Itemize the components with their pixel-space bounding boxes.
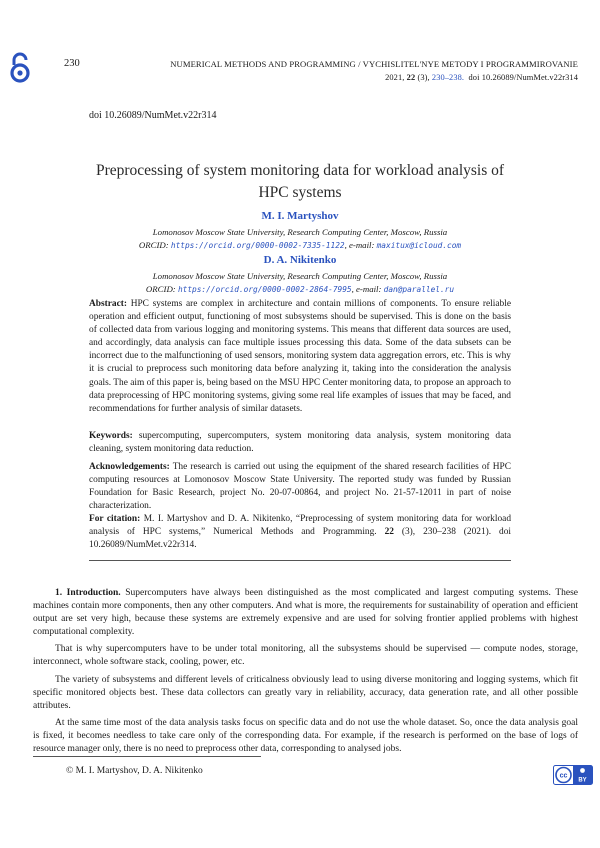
orcid-label-1: ORCID: bbox=[139, 240, 169, 250]
cc-mark: cc bbox=[560, 773, 568, 780]
intro-paragraph-1-text: Supercomputers have always been distinguished as the most complicated and largest computing systems. These machines contain more components, then any other computers. And what is more, the requirements for sustainability of operation and efficient output are set very high, because these systems are extremely expensive and are used for solving frontier applied problems with highest computational complexity. bbox=[33, 588, 578, 637]
citation-text-after: (3), 230–238 (2021). doi 10.26089/NumMet.v22r314. bbox=[89, 527, 511, 550]
citation-text-before: M. I. Martyshov and D. A. Nikitenko, “Preprocessing of system monitoring data for workload analysis of HPC systems,” Numerical Methods and Programming. bbox=[89, 514, 511, 537]
footnote-divider bbox=[33, 756, 261, 757]
intro-paragraph-2: That is why supercomputers have to be under total monitoring, all the subsystems should be supervised — compute nodes, storage, interconnect, whole software stack, cooling, power, etc. bbox=[33, 643, 578, 669]
email-label-1: , e-mail: bbox=[345, 240, 375, 250]
citation bbox=[89, 513, 511, 552]
open-access-icon bbox=[8, 52, 32, 84]
citation-volume: 22 bbox=[385, 527, 394, 537]
journal-title: NUMERICAL METHODS AND PROGRAMMING / VYCHISLITEL'NYE METODY I PROGRAMMIROVANIE bbox=[98, 58, 578, 71]
by-mark: BY bbox=[578, 778, 586, 784]
journal-issue: (3), bbox=[417, 73, 429, 82]
copyright-notice: © M. I. Martyshov, D. A. Nikitenko bbox=[66, 766, 203, 776]
author-name-1[interactable]: M. I. Martyshov bbox=[0, 210, 600, 222]
journal-header bbox=[98, 58, 578, 84]
author-contact-2 bbox=[0, 283, 600, 296]
cc-by-badge-icon[interactable] bbox=[553, 765, 593, 785]
abstract-label: Abstract: bbox=[89, 299, 127, 309]
intro-paragraph-3: The variety of subsystems and different levels of criticalness obviously lead to using diverse monitoring and logging systems, which fit specific monitored objects best. These data collectors can greatly vary in reliability, accuracy, data generation rate, and all other possible attributes. bbox=[33, 674, 578, 713]
journal-volume: 22 bbox=[407, 73, 416, 82]
abstract bbox=[89, 298, 511, 416]
orcid-link-1[interactable]: https://orcid.org/0000-0002-7335-1122 bbox=[171, 241, 345, 250]
orcid-link-2[interactable]: https://orcid.org/0000-0002-2864-7995 bbox=[178, 285, 352, 294]
article-doi: doi 10.26089/NumMet.v22r314 bbox=[89, 110, 217, 121]
email-label-2: , e-mail: bbox=[352, 284, 382, 294]
section-divider bbox=[89, 560, 511, 561]
author-affiliation-1: Lomonosov Moscow State University, Research Computing Center, Moscow, Russia bbox=[0, 226, 600, 239]
author-affiliation-2: Lomonosov Moscow State University, Research Computing Center, Moscow, Russia bbox=[0, 270, 600, 283]
citation-label: For citation: bbox=[89, 514, 140, 524]
journal-doi: doi 10.26089/NumMet.v22r314 bbox=[469, 73, 578, 82]
page-number: 230 bbox=[64, 58, 80, 69]
intro-paragraph-1 bbox=[33, 587, 578, 639]
keywords-text: supercomputing, supercomputers, system monitoring data analysis, system monitoring data cleaning, system monitoring data reduction. bbox=[89, 431, 511, 454]
author-contact-1 bbox=[0, 239, 600, 252]
keywords-label: Keywords: bbox=[89, 431, 133, 441]
intro-paragraph-4: At the same time most of the data analysis tasks focus on specific data and do not use the whole dataset. So, once the data analysis goal is fixed, it becomes needless to take care only of the corresponding data. For example, if the research is performed on the base of logs of resource manager only, there is no need to preprocess other data, corresponding to analysed jobs. bbox=[33, 717, 578, 756]
keywords bbox=[89, 430, 511, 456]
orcid-label-2: ORCID: bbox=[146, 284, 176, 294]
journal-issue-line bbox=[98, 71, 578, 84]
article-title: Preprocessing of system monitoring data for workload analysis of HPC systems bbox=[90, 160, 510, 204]
email-link-1[interactable]: maxitux@icloud.com bbox=[377, 241, 462, 250]
acknowledgements-text: The research is carried out using the equipment of the shared research facilities of HPC computing resources at Lomonosov Moscow State University. The reported study was funded by Russian Foundation for Basic Research, project No. 20-07-00864, and project No. 21-57-12011 in part of noise characterization. bbox=[89, 462, 511, 511]
acknowledgements-label: Acknowledgements: bbox=[89, 462, 170, 472]
abstract-text: HPC systems are complex in architecture and contain millions of components. To ensure reliable operation and efficient output, functioning of most subsystems should be supervised. This is done on the basis of collected data from various logging and monitoring systems. This means that different data sources are used, and accordingly, data analysis can face multiple issues processing this data. Some of the data subsets can be incorrect due to the malfunctioning of used sensors, monitoring system data aggregation errors, etc. This is why it is crucial to preprocess such monitoring data before analyzing it, taking into the consideration the analysis goals. The aim of this paper is, being based on the MSU HPC Center monitoring data, to propose an approach to data preprocessing of HPC monitoring systems, giving some real life examples of issues that may be faced, and recommendations for further analysis of similar datasets. bbox=[89, 299, 511, 414]
intro-heading: 1. Introduction. bbox=[55, 588, 121, 598]
acknowledgements bbox=[89, 461, 511, 513]
journal-year: 2021, bbox=[385, 73, 404, 82]
journal-pages-link[interactable]: 230–238. bbox=[432, 73, 464, 82]
introduction-section bbox=[33, 587, 578, 760]
author-name-2[interactable]: D. A. Nikitenko bbox=[0, 254, 600, 266]
email-link-2[interactable]: dan@parallel.ru bbox=[384, 285, 454, 294]
